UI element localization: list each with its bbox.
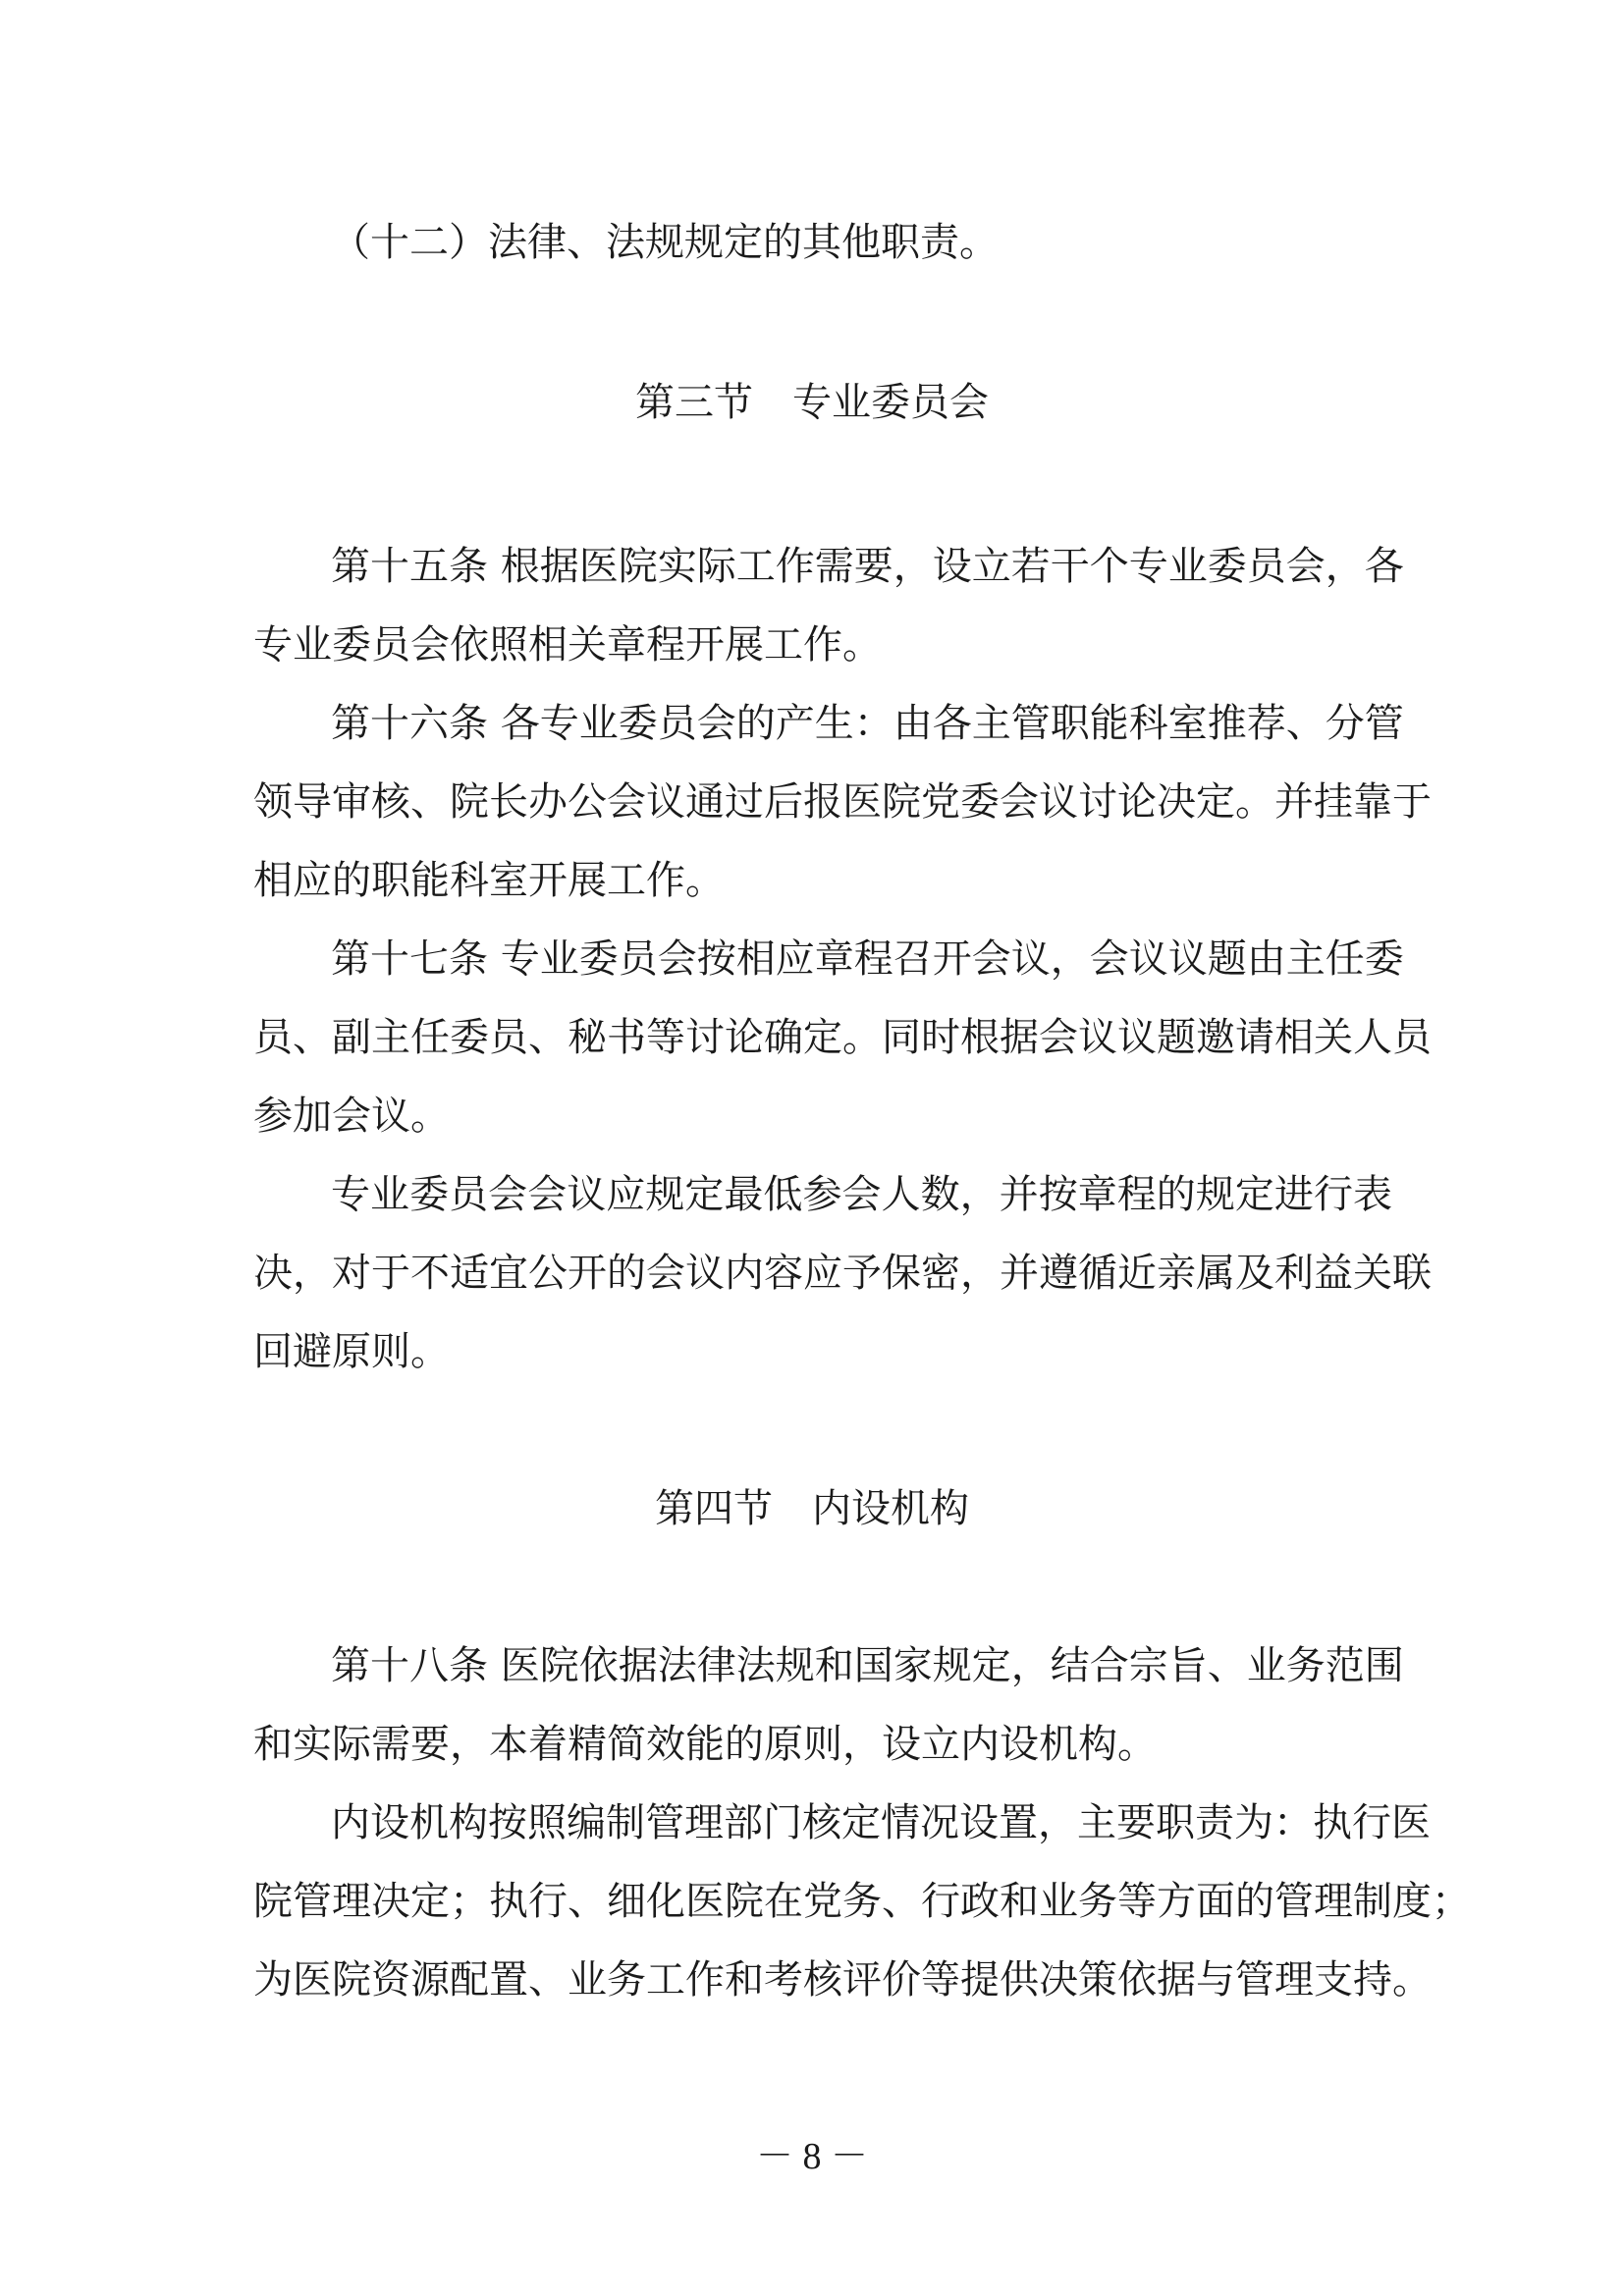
article-18-para2-line-3: 为医院资源配置、业务工作和考核评价等提供决策依据与管理支持。: [253, 1957, 1432, 2002]
section-3-heading: 第三节 专业委员会: [635, 380, 989, 425]
article-15-line-2: 专业委员会依照相关章程开展工作。: [253, 622, 882, 667]
page-number: － 8 －: [755, 2136, 868, 2177]
article-17-line-2: 员、副主任委员、秘书等讨论确定。同时根据会议议题邀请相关人员: [253, 1015, 1432, 1060]
article-15-line-1: 第十五条 根据医院实际工作需要，设立若干个专业委员会，各: [331, 544, 1404, 589]
article-18-para2-line-2: 院管理决定；执行、细化医院在党务、行政和业务等方面的管理制度；: [253, 1879, 1471, 1924]
section-4-heading: 第四节 内设机构: [655, 1486, 969, 1531]
article-16-line-3: 相应的职能科室开展工作。: [253, 858, 725, 903]
article-17-para2-line-3: 回避原则。: [253, 1329, 450, 1374]
article-18-line-2: 和实际需要，本着精简效能的原则，设立内设机构。: [253, 1722, 1157, 1767]
article-17-line-1: 第十七条 专业委员会按相应章程召开会议，会议议题由主任委: [331, 936, 1404, 982]
item-12-text: （十二）法律、法规规定的其他职责。: [331, 220, 999, 265]
article-16-line-2: 领导审核、院长办公会议通过后报医院党委会议讨论决定。并挂靠于: [253, 779, 1432, 825]
article-17-line-3: 参加会议。: [253, 1094, 450, 1139]
article-18-para2-line-1: 内设机构按照编制管理部门核定情况设置，主要职责为：执行医: [331, 1800, 1431, 1845]
article-18-line-1: 第十八条 医院依据法律法规和国家规定，结合宗旨、业务范围: [331, 1643, 1404, 1688]
article-16-line-1: 第十六条 各专业委员会的产生：由各主管职能科室推荐、分管: [331, 701, 1404, 746]
article-17-para2-line-1: 专业委员会会议应规定最低参会人数，并按章程的规定进行表: [331, 1172, 1392, 1217]
article-17-para2-line-2: 决，对于不适宜公开的会议内容应予保密，并遵循近亲属及利益关联: [253, 1251, 1432, 1296]
